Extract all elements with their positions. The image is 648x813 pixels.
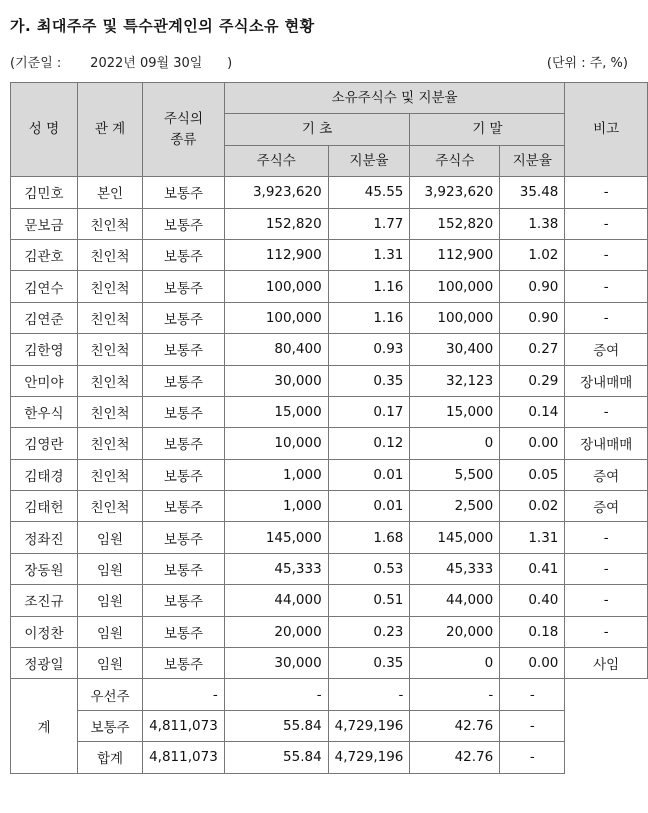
cell-name: 김관호 — [11, 239, 78, 270]
cell-start-shares: 3,923,620 — [224, 177, 328, 208]
cell-name: 안미야 — [11, 365, 78, 396]
cell-note: 증여 — [565, 491, 648, 522]
cell-start-shares: 1,000 — [224, 459, 328, 490]
cell-name: 문보금 — [11, 208, 78, 239]
cell-note: 사임 — [565, 648, 648, 679]
table-row — [11, 271, 648, 302]
cell-end-ratio: 0.02 — [500, 491, 565, 522]
table-row — [11, 585, 648, 616]
cell-start-shares: 30,000 — [224, 365, 328, 396]
table-row — [11, 648, 648, 679]
cell-start-ratio: 1.77 — [328, 208, 410, 239]
header-start-ratio: 지분율 — [328, 145, 410, 176]
cell-relation: 본인 — [77, 177, 142, 208]
cell-start-ratio: 0.17 — [328, 396, 410, 427]
cell-end-shares: 20,000 — [410, 616, 500, 647]
basis-date: (기준일 : 2022년 09월 30일 ) — [10, 56, 233, 71]
table-row — [11, 365, 648, 396]
cell-end-shares: 112,900 — [410, 239, 500, 270]
cell-end-ratio: 0.00 — [500, 428, 565, 459]
cell-stock-type: 보통주 — [143, 585, 225, 616]
cell-stock-type: 보통주 — [143, 491, 225, 522]
table-row — [11, 491, 648, 522]
header-period-start: 기 초 — [224, 114, 410, 145]
cell-end-ratio: 0.90 — [500, 302, 565, 333]
table-row — [11, 208, 648, 239]
total-start-shares: 4,811,073 — [143, 742, 225, 773]
cell-stock-type: 보통주 — [143, 396, 225, 427]
cell-end-shares: 3,923,620 — [410, 177, 500, 208]
cell-end-ratio: 1.31 — [500, 522, 565, 553]
cell-stock-type: 보통주 — [143, 365, 225, 396]
header-period-end: 기 말 — [410, 114, 565, 145]
cell-stock-type: 보통주 — [143, 208, 225, 239]
cell-note: - — [565, 239, 648, 270]
cell-name: 김한영 — [11, 334, 78, 365]
cell-relation: 친인척 — [77, 491, 142, 522]
cell-note: - — [565, 208, 648, 239]
cell-name: 김영란 — [11, 428, 78, 459]
total-end-ratio: 42.76 — [410, 710, 500, 741]
cell-end-shares: 0 — [410, 428, 500, 459]
cell-relation: 친인척 — [77, 271, 142, 302]
cell-stock-type: 보통주 — [143, 334, 225, 365]
cell-end-shares: 5,500 — [410, 459, 500, 490]
cell-start-shares: 10,000 — [224, 428, 328, 459]
cell-end-ratio: 0.90 — [500, 271, 565, 302]
cell-start-shares: 100,000 — [224, 302, 328, 333]
section-title: 가. 최대주주 및 특수관계인의 주식소유 현황 — [10, 17, 315, 35]
cell-start-shares: 15,000 — [224, 396, 328, 427]
table-row — [11, 177, 648, 208]
cell-end-shares: 100,000 — [410, 271, 500, 302]
cell-end-ratio: 0.14 — [500, 396, 565, 427]
cell-note: - — [565, 585, 648, 616]
cell-note: - — [565, 177, 648, 208]
cell-stock-type: 보통주 — [143, 616, 225, 647]
cell-start-ratio: 0.51 — [328, 585, 410, 616]
table-row — [11, 239, 648, 270]
shareholding-table — [10, 82, 648, 774]
cell-start-shares: 80,400 — [224, 334, 328, 365]
cell-note: 장내매매 — [565, 428, 648, 459]
header-end-shares: 주식수 — [410, 145, 500, 176]
cell-relation: 친인척 — [77, 459, 142, 490]
total-start-ratio: 55.84 — [224, 742, 328, 773]
cell-note: - — [565, 616, 648, 647]
cell-start-ratio: 0.93 — [328, 334, 410, 365]
cell-end-shares: 45,333 — [410, 553, 500, 584]
cell-start-shares: 152,820 — [224, 208, 328, 239]
cell-end-shares: 152,820 — [410, 208, 500, 239]
cell-relation: 친인척 — [77, 396, 142, 427]
cell-start-ratio: 0.53 — [328, 553, 410, 584]
cell-start-shares: 145,000 — [224, 522, 328, 553]
cell-end-ratio: 1.02 — [500, 239, 565, 270]
cell-stock-type: 보통주 — [143, 239, 225, 270]
cell-start-shares: 45,333 — [224, 553, 328, 584]
cell-relation: 임원 — [77, 616, 142, 647]
cell-name: 김태경 — [11, 459, 78, 490]
total-start-shares: - — [143, 679, 225, 710]
header-start-shares: 주식수 — [224, 145, 328, 176]
total-start-ratio: - — [224, 679, 328, 710]
total-end-shares: - — [328, 679, 410, 710]
total-note: - — [500, 742, 565, 773]
cell-stock-type: 보통주 — [143, 553, 225, 584]
cell-start-ratio: 1.68 — [328, 522, 410, 553]
cell-note: 증여 — [565, 334, 648, 365]
cell-relation: 임원 — [77, 522, 142, 553]
cell-start-ratio: 0.01 — [328, 491, 410, 522]
table-header — [11, 83, 648, 177]
cell-stock-type: 보통주 — [143, 177, 225, 208]
cell-end-ratio: 0.27 — [500, 334, 565, 365]
cell-end-ratio: 0.18 — [500, 616, 565, 647]
cell-end-ratio: 0.41 — [500, 553, 565, 584]
total-end-ratio: - — [410, 679, 500, 710]
table-row — [11, 553, 648, 584]
cell-note: 장내매매 — [565, 365, 648, 396]
cell-start-shares: 100,000 — [224, 271, 328, 302]
total-label: 계 — [11, 679, 78, 773]
table-row — [11, 396, 648, 427]
cell-note: - — [565, 302, 648, 333]
header-note: 비고 — [565, 83, 648, 177]
cell-relation: 친인척 — [77, 239, 142, 270]
table-row — [11, 522, 648, 553]
cell-name: 정좌진 — [11, 522, 78, 553]
cell-relation: 임원 — [77, 648, 142, 679]
total-start-shares: 4,811,073 — [143, 710, 225, 741]
cell-name: 한우식 — [11, 396, 78, 427]
total-type: 보통주 — [77, 710, 142, 741]
cell-start-ratio: 0.01 — [328, 459, 410, 490]
table-row — [11, 334, 648, 365]
header-relation: 관 계 — [77, 83, 142, 177]
cell-note: 증여 — [565, 459, 648, 490]
cell-start-ratio: 0.12 — [328, 428, 410, 459]
cell-end-ratio: 0.00 — [500, 648, 565, 679]
cell-relation: 임원 — [77, 553, 142, 584]
cell-relation: 친인척 — [77, 428, 142, 459]
table-body — [11, 177, 648, 773]
cell-start-shares: 112,900 — [224, 239, 328, 270]
cell-stock-type: 보통주 — [143, 302, 225, 333]
cell-end-shares: 15,000 — [410, 396, 500, 427]
cell-end-ratio: 35.48 — [500, 177, 565, 208]
total-end-shares: 4,729,196 — [328, 710, 410, 741]
total-row — [11, 742, 648, 773]
cell-note: - — [565, 522, 648, 553]
cell-relation: 임원 — [77, 585, 142, 616]
cell-relation: 친인척 — [77, 365, 142, 396]
unit-label: (단위 : 주, %) — [546, 56, 628, 71]
cell-note: - — [565, 553, 648, 584]
cell-stock-type: 보통주 — [143, 428, 225, 459]
total-type: 우선주 — [77, 679, 142, 710]
cell-note: - — [565, 396, 648, 427]
cell-start-ratio: 1.31 — [328, 239, 410, 270]
cell-name: 김민호 — [11, 177, 78, 208]
total-note: - — [500, 679, 565, 710]
total-type: 합계 — [77, 742, 142, 773]
cell-start-ratio: 0.23 — [328, 616, 410, 647]
cell-stock-type: 보통주 — [143, 271, 225, 302]
cell-note: - — [565, 271, 648, 302]
table-row — [11, 616, 648, 647]
cell-start-shares: 1,000 — [224, 491, 328, 522]
cell-end-shares: 0 — [410, 648, 500, 679]
cell-end-shares: 2,500 — [410, 491, 500, 522]
cell-end-ratio: 1.38 — [500, 208, 565, 239]
cell-end-shares: 44,000 — [410, 585, 500, 616]
cell-start-shares: 30,000 — [224, 648, 328, 679]
cell-name: 김연수 — [11, 271, 78, 302]
cell-stock-type: 보통주 — [143, 459, 225, 490]
total-note: - — [500, 710, 565, 741]
cell-name: 조진규 — [11, 585, 78, 616]
table-row — [11, 302, 648, 333]
total-start-ratio: 55.84 — [224, 710, 328, 741]
cell-relation: 친인척 — [77, 334, 142, 365]
cell-stock-type: 보통주 — [143, 648, 225, 679]
total-end-ratio: 42.76 — [410, 742, 500, 773]
cell-end-shares: 32,123 — [410, 365, 500, 396]
cell-stock-type: 보통주 — [143, 522, 225, 553]
cell-start-ratio: 0.35 — [328, 648, 410, 679]
cell-end-shares: 30,400 — [410, 334, 500, 365]
header-end-ratio: 지분율 — [500, 145, 565, 176]
header-stock-type: 주식의 종류 — [143, 83, 225, 177]
cell-name: 김연준 — [11, 302, 78, 333]
cell-end-ratio: 0.05 — [500, 459, 565, 490]
cell-end-ratio: 0.29 — [500, 365, 565, 396]
cell-name: 장동원 — [11, 553, 78, 584]
header-name: 성 명 — [11, 83, 78, 177]
cell-start-ratio: 0.35 — [328, 365, 410, 396]
total-row — [11, 679, 648, 710]
cell-name: 정광일 — [11, 648, 78, 679]
cell-relation: 친인척 — [77, 208, 142, 239]
total-row — [11, 710, 648, 741]
cell-start-ratio: 45.55 — [328, 177, 410, 208]
header-ownership: 소유주식수 및 지분율 — [224, 83, 565, 114]
cell-start-shares: 20,000 — [224, 616, 328, 647]
cell-name: 김태헌 — [11, 491, 78, 522]
table-row — [11, 428, 648, 459]
cell-start-ratio: 1.16 — [328, 302, 410, 333]
total-end-shares: 4,729,196 — [328, 742, 410, 773]
cell-end-shares: 145,000 — [410, 522, 500, 553]
cell-end-ratio: 0.40 — [500, 585, 565, 616]
cell-relation: 친인척 — [77, 302, 142, 333]
cell-start-ratio: 1.16 — [328, 271, 410, 302]
cell-end-shares: 100,000 — [410, 302, 500, 333]
table-row — [11, 459, 648, 490]
cell-name: 이정찬 — [11, 616, 78, 647]
cell-start-shares: 44,000 — [224, 585, 328, 616]
